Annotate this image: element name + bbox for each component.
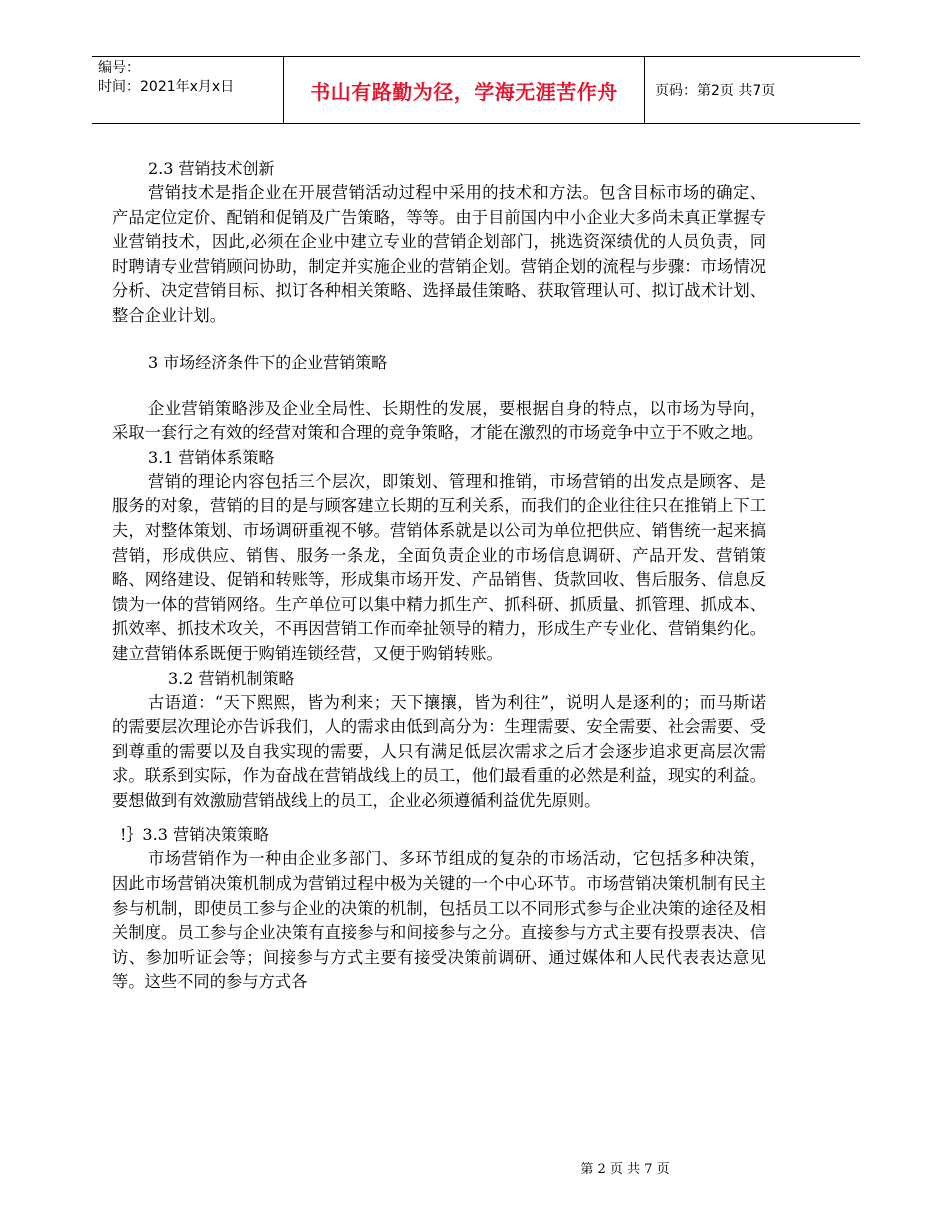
section-heading: 3 市场经济条件下的企业营销策略	[148, 352, 388, 372]
section-paragraph: 企业营销策略涉及企业全局性、长期性的发展，要根据自身的特点，以市场为导向，采取一套行之有效的经营对策和合理的竞争策略，才能在激烈的市场竞争中立于不败之地。	[112, 398, 766, 443]
section-heading: 2.3 营销技术创新	[148, 159, 275, 178]
section-heading: 3.1 营销体系策略	[148, 447, 275, 467]
header-meta	[92, 57, 284, 123]
page-header	[92, 56, 860, 124]
document-body	[112, 157, 766, 995]
document-time-label: 时间：2021年x月x日	[98, 79, 235, 95]
section-paragraph: 古语道：“天下熙熙，皆为利来；天下攘攘，皆为利往”，说明人是逐利的；而马斯诺的需要层次理论亦告诉我们，人的需求由低到高分为：生理需要、安全需要、社会需要、受到尊重的需要以及自我实现的需要，人只有满足低层次需求之后才会逐步追求更高层次需求。联系到实际，作为奋战在营销战线上的员工，他们最看重的必然是利益，现实的利益。要想做到有效激励营销战线上的员工，企业必须遵循利益优先原则。	[112, 692, 766, 810]
header-motto: 书山有路勤为径，学海无涯苦作舟	[284, 57, 645, 123]
section-heading: 3.2 营销机制策略	[168, 668, 295, 688]
section-paragraph: 市场营销作为一种由企业多部门、多环节组成的复杂的市场活动，它包括多种决策，因此市场营销决策机制成为营销过程中极为关键的一个中心环节。市场营销决策机制有民主参与机制，即使员工参与企业的决策的机制，包括员工以不同形式参与企业决策的途径及相关制度。员工参与企业决策有直接参与和间接参与之分。直接参与方式主要有投票表决、信访、参加听证会等；间接参与方式主要有接受决策前调研、通过媒体和人民代表表达意见等。这些不同的参与方式各	[112, 849, 766, 992]
section-heading: !｝3.3 营销决策策略	[120, 825, 269, 845]
document-number-label: 编号：	[98, 60, 140, 76]
header-page-info: 页码：第2页 共7页	[655, 83, 776, 99]
page-footer: 第 2 页 共 7 页	[580, 1162, 670, 1177]
section-paragraph: 营销的理论内容包括三个层次，即策划、管理和推销，市场营销的出发点是顾客、是服务的对象，营销的目的是与顾客建立长期的互利关系，而我们的企业往往只在推销上下工夫，对整体策划、市场调研重视不够。营销体系就是以公司为单位把供应、销售统一起来搞营销，形成供应、销售、服务一条龙，全面负责企业的市场信息调研、产品开发、营销策略、网络建设、促销和转账等，形成集市场开发、产品销售、货款回收、售后服务、信息反馈为一体的营销网络。生产单位可以集中精力抓生产、抓科研、抓质量、抓管理、抓成本、抓效率、抓技术攻关，不再因营销工作而牵扯领导的精力，形成生产专业化、营销集约化。建立营销体系既便于购销连锁经营，又便于购销转账。	[112, 471, 766, 663]
section-paragraph: 营销技术是指企业在开展营销活动过程中采用的技术和方法。包含目标市场的确定、产品定位定价、配销和促销及广告策略，等等。由于目前国内中小企业大多尚未真正掌握专业营销技术，因此,必须在企业中建立专业的营销企划部门，挑选资深绩优的人员负责，同时聘请专业营销顾问协助，制定并实施企业的营销企划。营销企划的流程与步骤：市场情况分析、决定营销目标、拟订各种相关策略、选择最佳策略、获取管理认可、拟订战术计划、整合企业计划。	[112, 183, 766, 325]
